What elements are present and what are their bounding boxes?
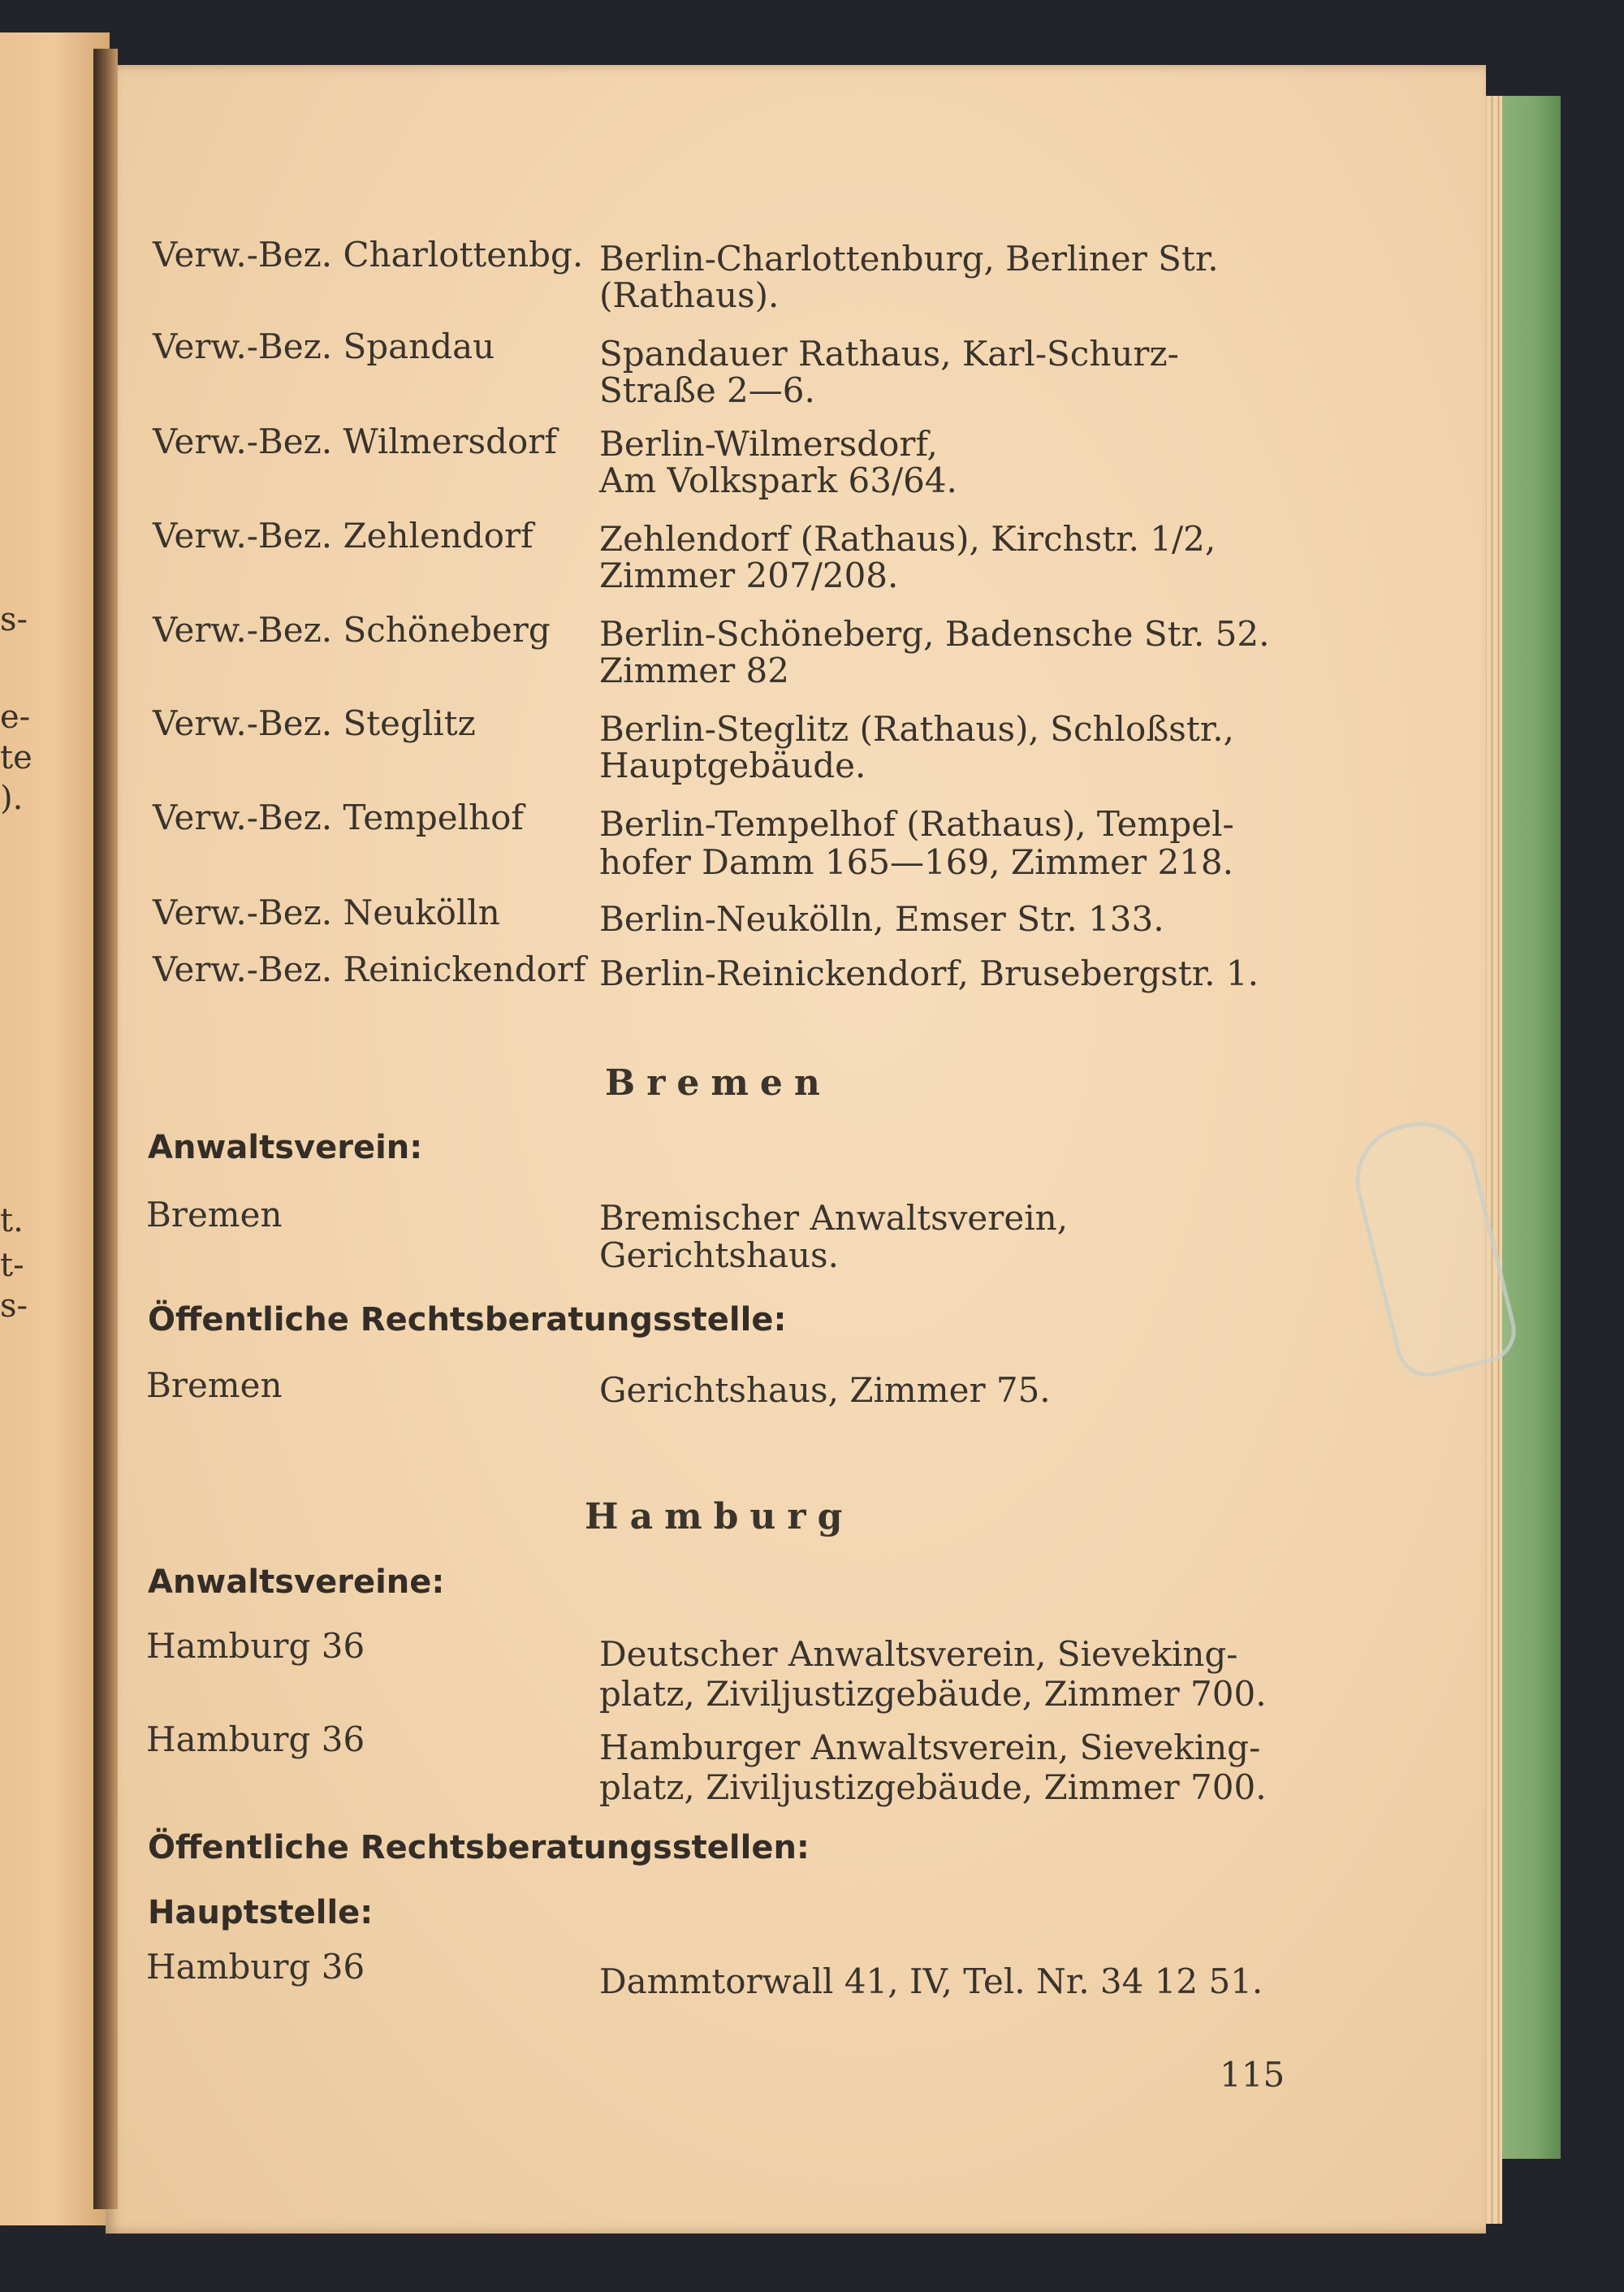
district-name: Verw.-Bez. Steglitz — [153, 703, 476, 743]
district-address-line: Straße 2—6. — [599, 370, 815, 410]
district-name: Verw.-Bez. Reinickendorf — [153, 949, 586, 989]
hauptstelle-label: Hauptstelle: — [148, 1894, 374, 1931]
district-address-line: Berlin-Steglitz (Rathaus), Schloßstr., — [599, 709, 1234, 749]
district-name: Verw.-Bez. Charlottenbg. — [153, 235, 584, 275]
city-name: Hamburg 36 — [146, 1719, 365, 1759]
district-address-line: Hauptgebäude. — [599, 746, 866, 785]
district-address-line: Berlin-Charlottenburg, Berliner Str. — [599, 239, 1219, 279]
page-number: 115 — [1220, 2055, 1285, 2095]
district-address-line: Am Volkspark 63/64. — [599, 461, 957, 500]
city-name: Bremen — [146, 1365, 283, 1405]
city-name: Bremen — [146, 1195, 283, 1235]
district-address-line: Spandauer Rathaus, Karl-Schurz- — [599, 334, 1179, 374]
district-name: Verw.-Bez. Tempelhof — [153, 798, 524, 837]
address-line: Dammtorwall 41, IV, Tel. Nr. 34 12 51. — [599, 1961, 1263, 2001]
anwaltsverein-label: Anwaltsverein: — [148, 1129, 423, 1166]
district-name: Verw.-Bez. Schöneberg — [153, 610, 551, 650]
address-line: platz, Ziviljustizgebäude, Zimmer 700. — [599, 1674, 1267, 1714]
district-address-line: Berlin-Wilmersdorf, — [599, 424, 938, 464]
district-address-line: hofer Damm 165—169, Zimmer 218. — [599, 842, 1233, 882]
left-page-fragment: s- — [0, 601, 28, 638]
section-heading-hamburg: Hamburg — [585, 1496, 854, 1537]
left-page-fragment: t. — [0, 1202, 24, 1239]
district-address-line: Zehlendorf (Rathaus), Kirchstr. 1/2, — [599, 519, 1216, 559]
address-line: Gerichtshaus. — [599, 1235, 839, 1275]
district-address-line: (Rathaus). — [599, 275, 780, 315]
rechtsberatungsstelle-label: Öffentliche Rechtsberatungsstelle: — [148, 1301, 787, 1338]
left-page-fragment: e- — [0, 698, 31, 736]
address-line: platz, Ziviljustizgebäude, Zimmer 700. — [599, 1767, 1267, 1807]
city-name: Hamburg 36 — [146, 1947, 365, 1987]
address-line: Hamburger Anwaltsverein, Sieveking- — [599, 1728, 1261, 1767]
district-address-line: Berlin-Schöneberg, Badensche Str. 52. — [599, 614, 1270, 654]
district-address-line: Berlin-Reinickendorf, Brusebergstr. 1. — [599, 954, 1259, 993]
district-name: Verw.-Bez. Neukölln — [153, 893, 500, 932]
anwaltsvereine-label: Anwaltsvereine: — [148, 1563, 445, 1601]
city-name: Hamburg 36 — [146, 1626, 365, 1666]
rechtsberatungsstellen-label: Öffentliche Rechtsberatungsstellen: — [148, 1829, 810, 1866]
address-line: Bremischer Anwaltsverein, — [599, 1198, 1069, 1238]
district-address-line: Berlin-Neukölln, Emser Str. 133. — [599, 899, 1164, 939]
district-address-line: Berlin-Tempelhof (Rathaus), Tempel- — [599, 804, 1234, 844]
section-heading-bremen: Bremen — [605, 1062, 831, 1104]
left-page-fragment: s- — [0, 1287, 28, 1325]
left-page-fragment: ). — [0, 780, 24, 817]
address-line: Gerichtshaus, Zimmer 75. — [599, 1370, 1051, 1410]
district-address-line: Zimmer 207/208. — [599, 556, 899, 595]
district-name: Verw.-Bez. Spandau — [153, 327, 495, 366]
district-address-line: Zimmer 82 — [599, 651, 789, 690]
left-page-fragment: t- — [0, 1247, 24, 1284]
left-page-fragment: te — [0, 739, 32, 776]
address-line: Deutscher Anwaltsverein, Sieveking- — [599, 1634, 1238, 1674]
district-name: Verw.-Bez. Zehlendorf — [153, 516, 533, 556]
district-name: Verw.-Bez. Wilmersdorf — [153, 422, 557, 461]
